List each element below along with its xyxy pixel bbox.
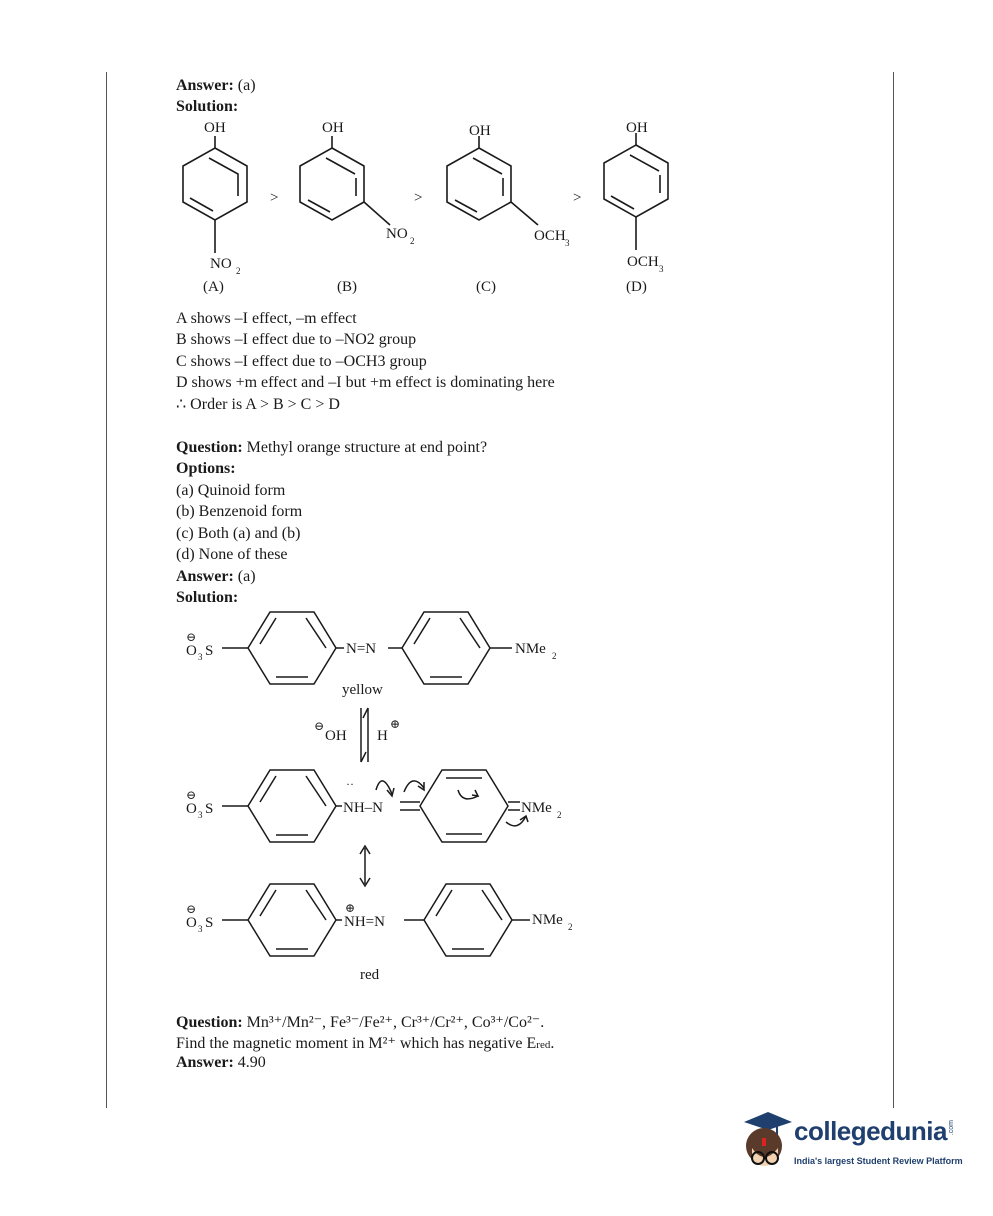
o-1: O xyxy=(186,643,197,659)
question-label: Question: xyxy=(176,1014,243,1031)
nme-sub-3: 2 xyxy=(568,922,573,932)
q3-answer xyxy=(176,1052,266,1074)
q2-answer xyxy=(176,566,256,588)
nh-eq-n: NH=N xyxy=(344,914,385,930)
collegedunia-logo xyxy=(738,1108,963,1178)
ring-1a xyxy=(248,612,336,684)
q1-line-5: ∴ Order is A > B > C > D xyxy=(176,396,340,413)
answer-label: Answer: xyxy=(176,77,234,94)
struct-b-sub: NO xyxy=(386,226,408,242)
q1-line-2: B shows –I effect due to –NO2 group xyxy=(176,331,417,348)
struct-a-sub-idx: 2 xyxy=(236,266,241,276)
o-3: O xyxy=(186,915,197,931)
s-2: S xyxy=(205,801,214,817)
q2-option-c: (c) Both (a) and (b) xyxy=(176,525,301,542)
question-text: Methyl orange structure at end point? xyxy=(246,439,488,456)
q2-option-b: (b) Benzenoid form xyxy=(176,503,303,520)
minus-3: ⊖ xyxy=(186,902,197,916)
q2-option-d: (d) None of these xyxy=(176,546,288,563)
q1-line-1: A shows –I effect, –m effect xyxy=(176,310,357,327)
answer-value: (a) xyxy=(237,77,256,94)
o-sub-2: 3 xyxy=(198,810,203,820)
struct-c-top: OH xyxy=(469,123,491,139)
gt-1: > xyxy=(270,190,279,206)
phenol-structures-diagram xyxy=(0,110,993,410)
nh-n: NH–N xyxy=(343,800,383,816)
struct-c-sub: OCH xyxy=(534,228,566,244)
q1-line-4: D shows +m effect and –I but +m effect is dominating here xyxy=(176,374,555,391)
benzene-ring-b xyxy=(300,148,364,220)
q3-line-2-sub: red xyxy=(536,1039,551,1051)
red-label: red xyxy=(360,967,380,983)
struct-d-sub: OCH xyxy=(627,254,659,270)
struct-d-sub-idx: 3 xyxy=(659,264,664,274)
oh-label: OH xyxy=(325,728,347,744)
struct-d-label: (D) xyxy=(626,279,647,295)
q2-option-a: (a) Quinoid form xyxy=(176,482,286,499)
logo-tagline: India's largest Student Review Platform xyxy=(794,1156,963,1166)
ring-2a xyxy=(248,770,336,842)
struct-a-top: OH xyxy=(204,120,226,136)
svg-text:··: ·· xyxy=(346,777,354,791)
question-label: Question: xyxy=(176,439,243,456)
nme-3: NMe xyxy=(532,912,563,928)
minus-1: ⊖ xyxy=(186,630,197,644)
struct-c-label: (C) xyxy=(476,279,496,295)
answer-value: 4.90 xyxy=(237,1054,266,1071)
q3-question xyxy=(176,1012,544,1034)
struct-a-sub: NO xyxy=(210,256,232,272)
nme-sub-2: 2 xyxy=(557,810,562,820)
q3-line-2: Find the magnetic moment in M²⁺ which has negative Ered. xyxy=(176,1035,555,1052)
ring-3a xyxy=(248,884,336,956)
gt-3: > xyxy=(573,190,582,206)
question-text: Mn³⁺/Mn²⁻, Fe³⁻/Fe²⁺, Cr³⁺/Cr²⁺, Co³⁺/Co²⁻. xyxy=(246,1014,545,1031)
ring-3b xyxy=(424,884,512,956)
q1-answer xyxy=(176,75,256,97)
struct-a-label: (A) xyxy=(203,279,224,295)
ring-1b xyxy=(402,612,490,684)
ring-2b-quinoid xyxy=(420,770,508,842)
gt-2: > xyxy=(414,190,423,206)
struct-b-top: OH xyxy=(322,120,344,136)
mascot-icon xyxy=(738,1108,794,1174)
nme-sub-1: 2 xyxy=(552,651,557,661)
struct-c-sub-idx: 3 xyxy=(565,238,570,248)
answer-label: Answer: xyxy=(176,568,234,585)
logo-wordmark: collegedunia xyxy=(794,1116,947,1146)
o-sub-3: 3 xyxy=(198,924,203,934)
answer-value: (a) xyxy=(237,568,256,585)
q3-line-2-text: Find the magnetic moment in M²⁺ which has negative E xyxy=(176,1035,537,1052)
nme-1: NMe xyxy=(515,641,546,657)
q1-line-3: C shows –I effect due to –OCH3 group xyxy=(176,353,427,370)
q2-options-label: Options: xyxy=(176,460,236,477)
nme-2: NMe xyxy=(521,800,552,816)
o-sub-1: 3 xyxy=(198,652,203,662)
answer-label: Answer: xyxy=(176,1054,234,1071)
benzene-ring-c xyxy=(447,148,511,220)
benzene-ring-d xyxy=(604,145,668,217)
struct-d-top: OH xyxy=(626,120,648,136)
logo-com: .com xyxy=(948,1120,955,1136)
s-1: S xyxy=(205,643,214,659)
minus-2: ⊖ xyxy=(186,788,197,802)
oh-minus: ⊖ xyxy=(314,719,325,733)
h-label: H xyxy=(377,728,388,744)
nh-plus: ⊕ xyxy=(345,901,356,915)
methyl-orange-diagram xyxy=(0,600,993,1000)
q2-question xyxy=(176,437,487,459)
o-2: O xyxy=(186,801,197,817)
struct-b-label: (B) xyxy=(337,279,357,295)
yellow-label: yellow xyxy=(342,682,383,698)
h-plus: ⊕ xyxy=(390,717,401,731)
q2-solution-label: Solution: xyxy=(176,589,239,606)
s-3: S xyxy=(205,915,214,931)
struct-b-sub-idx: 2 xyxy=(410,236,415,246)
q1-solution-label: Solution: xyxy=(176,98,239,115)
azo-1: N=N xyxy=(346,641,377,657)
